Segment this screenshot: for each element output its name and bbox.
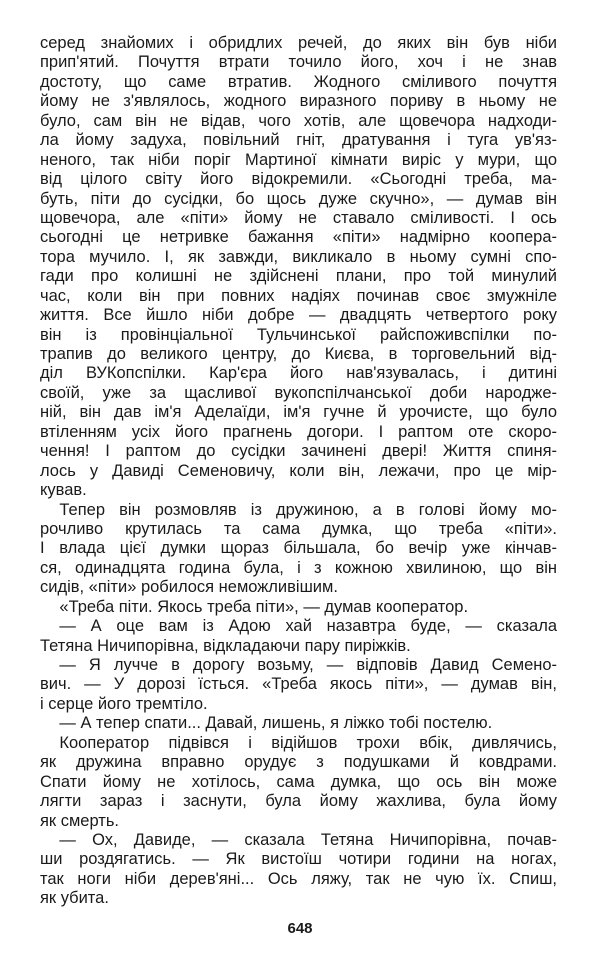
text-line: Тепер він розмовляв із дружиною, а в голові йому мо- — [59, 499, 558, 519]
text-line: тора мучило. І, як завжди, викликало в ньому сумні спо- — [40, 246, 558, 266]
text-line: Тетяна Ничипорівна, відкладаючи пару пиріжків. — [40, 635, 411, 655]
text-line: Кооператор підвівся і відійшов трохи вбік, дивлячись, — [59, 732, 558, 752]
page-body-text — [40, 33, 573, 908]
text-line: вич. — У дорозі їсться. «Треба якось піти», — думав він, — [40, 674, 558, 694]
text-line: — А тепер спати... Давай, лишень, я ліжко тобі постелю. — [59, 713, 493, 733]
paragraph — [40, 655, 573, 713]
text-line: неного, так ніби поріг Мартиної кімнати виріс у мури, що — [40, 149, 558, 169]
text-line: своїй, уже за щасливої вукопспілчанської доби народже- — [40, 382, 558, 402]
text-line: Спати йому не хотілось, сама думка, що ось він може — [40, 771, 558, 791]
page-number: 648 — [287, 920, 313, 937]
text-line: серед знайомих і обридлих речей, до яких він був ніби — [40, 33, 558, 52]
text-line: сьогодні це нетривке бажання «піти» надмірно коопера- — [40, 227, 558, 247]
text-line: життя. Все йшло ніби добре — двадцять четвертого року — [40, 305, 558, 325]
text-line: чення! І раптом до сусідки зачинені двері! Життя спиня- — [40, 441, 558, 461]
paragraph — [40, 500, 573, 597]
paragraph — [40, 597, 573, 616]
text-line: як убита. — [40, 888, 109, 908]
text-line: і серце його тремтіло. — [40, 693, 208, 713]
text-line: йому не з'являлось, жодного виразного пориву в ньому не — [40, 91, 558, 111]
text-line: від цілого світу його відокремили. «Сьогодні треба, ма- — [40, 169, 558, 189]
paragraph — [40, 830, 573, 908]
paragraph — [40, 733, 573, 830]
text-line: — А оце вам із Адою хай назавтра буде, — сказала — [59, 616, 558, 636]
text-line: сидів, «піти» робилося неможливішим. — [40, 577, 338, 597]
text-line: діл ВУКопспілки. Кар'єра його нав'язувалась, і дитині — [40, 363, 558, 383]
text-line: як смерть. — [40, 810, 120, 830]
text-line: кував. — [40, 480, 87, 500]
text-line: він із провінціальної Тульчинської райспоживспілки по- — [40, 324, 558, 344]
text-line: було, сам він не відав, чого хотів, але щовечора надходи- — [40, 110, 558, 130]
text-line: прип'ятий. Почуття втрати точило його, хоч і не знав — [40, 52, 558, 72]
text-line: рочливо крутилась та сама думка, що треба «піти». — [40, 518, 558, 538]
text-line: так ноги ніби дерев'яні... Ось ляжу, так не чую їх. Спиш, — [40, 868, 558, 888]
text-line: лось у Давиді Семеновичу, коли він, лежачи, про це мір- — [40, 460, 558, 480]
text-line: — Ох, Давиде, — сказала Тетяна Ничипорівна, почав- — [59, 829, 558, 849]
text-line: ся, одинадцята година була, і з кожною хвилиною, що він — [40, 557, 558, 577]
text-line: буть, піти до сусідки, бо щось дуже скучно», — думав він — [40, 188, 558, 208]
text-line: ла йому задуха, повільний гніт, дратування і туга ув'яз- — [40, 130, 558, 150]
text-line: щовечора, але «піти» йому не ставало сміливості. І ось — [40, 207, 558, 227]
paragraph — [40, 616, 573, 655]
text-line: лягти зараз і заснути, була йому жахлива, була йому — [40, 791, 558, 811]
text-line: ши роздягатись. — Як вистоїш чотири години на ногах, — [40, 849, 558, 869]
text-line: гади про колишні не здійснені плани, про той минулий — [40, 266, 558, 286]
text-line: як дружина вправно орудує з подушками й ковдрами. — [40, 752, 558, 772]
text-line: втіленням усіх його прагнень догори. І раптом оте скоро- — [40, 421, 558, 441]
text-line: І влада цієї думки щораз більшала, бо вечір уже кінчав- — [40, 538, 558, 558]
text-line: «Треба піти. Якось треба піти», — думав кооператор. — [59, 596, 469, 616]
text-line: ній, він дав ім'я Аделаїди, ім'я гучне й урочисте, що було — [40, 402, 558, 422]
text-line: час, коли він при повних надіях починав своє змужніле — [40, 285, 558, 305]
text-line: трапив до великого центру, до Києва, в торговельний від- — [40, 344, 558, 363]
paragraph — [40, 33, 573, 500]
paragraph — [40, 713, 573, 732]
text-line: — Я лучче в дорогу возьму, — відповів Давид Семено- — [59, 655, 558, 674]
text-line: достоту, що саме втратив. Жодного сміливого почуття — [40, 71, 558, 91]
